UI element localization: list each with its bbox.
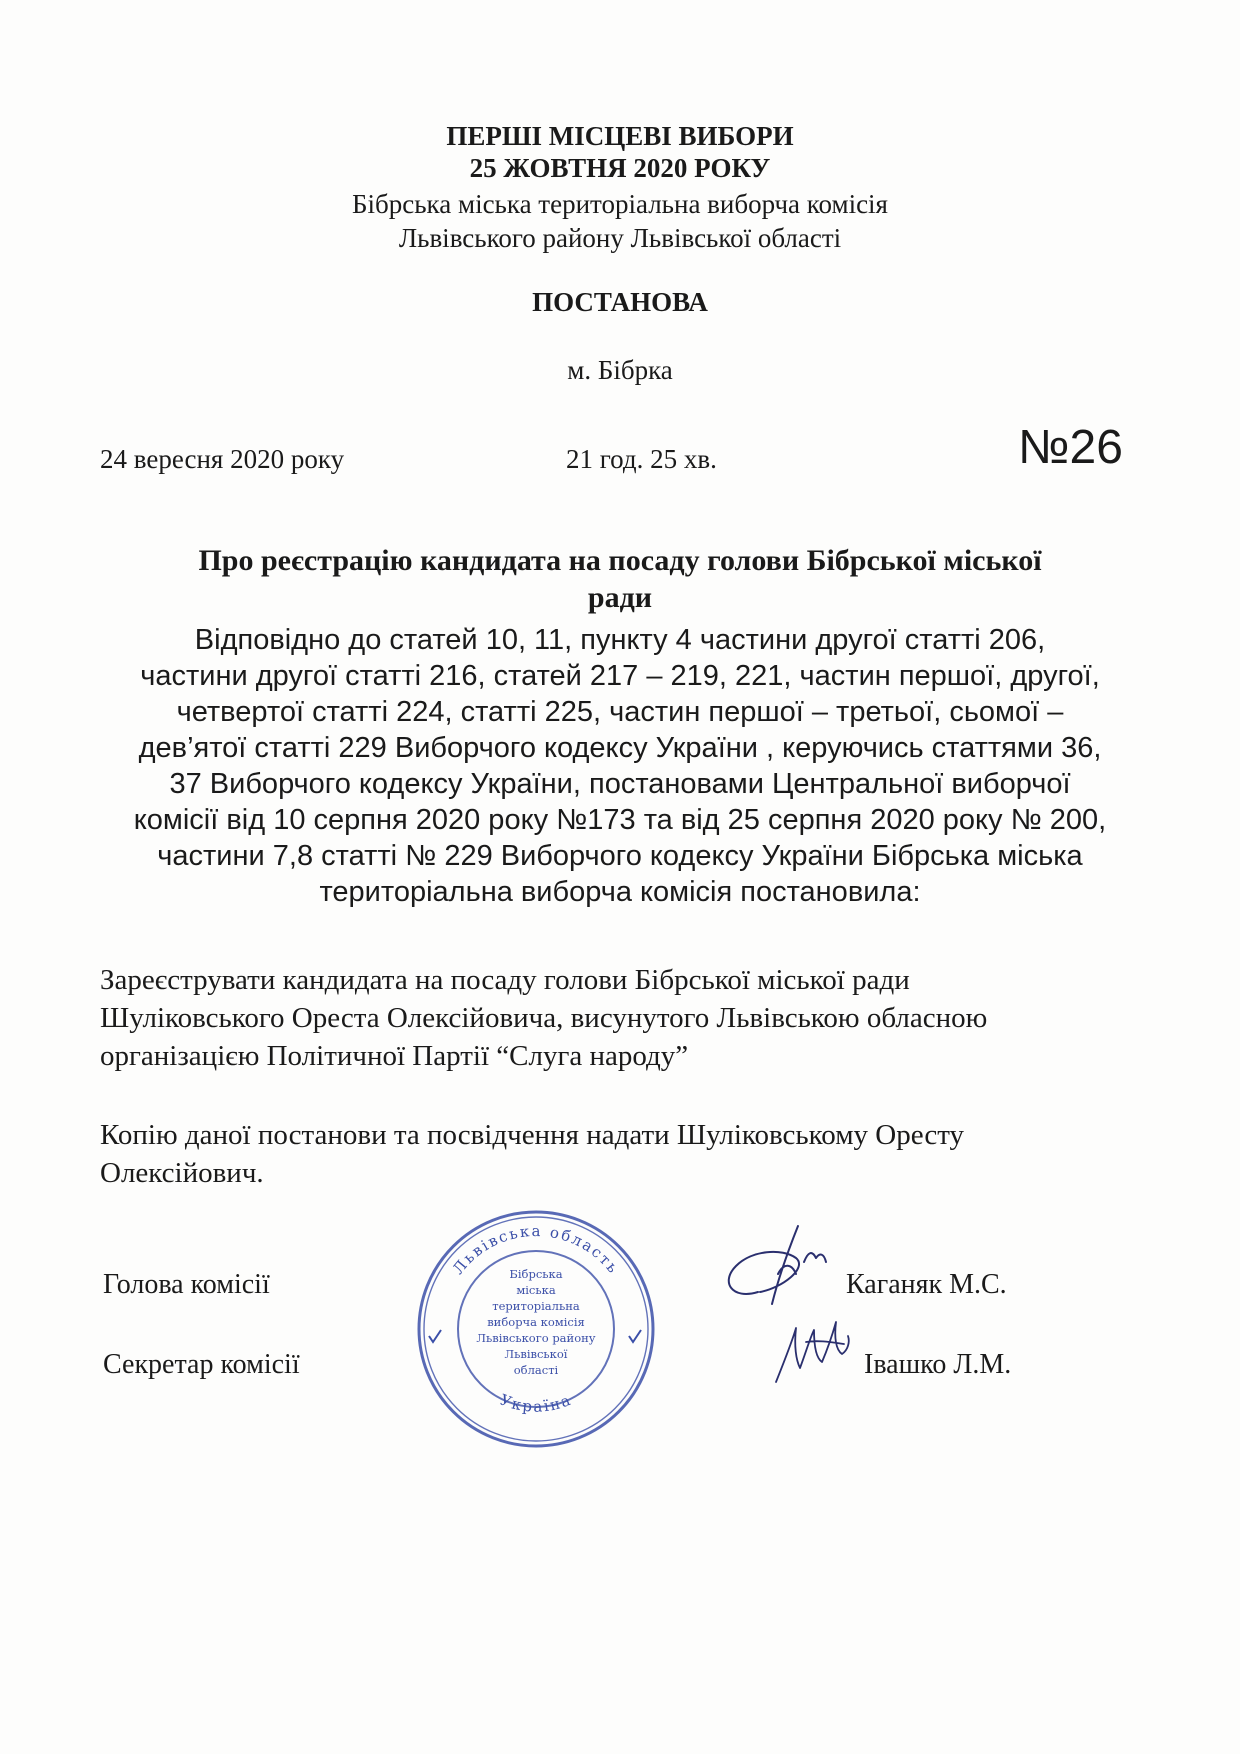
- head-name: Каганяк М.С.: [846, 1269, 1007, 1300]
- document-city: м. Бібрка: [567, 355, 673, 385]
- stamp-center-line: Львівської: [504, 1347, 568, 1361]
- stamp-ring-top-text: Львівська область: [449, 1221, 624, 1278]
- stamp-center-line: виборча комісія: [487, 1315, 585, 1329]
- secretary-signature-icon: [770, 1302, 860, 1392]
- preamble-line: дев’ятої статті 229 Виборчого кодексу України , керуючись статтями 36,: [138, 732, 1102, 764]
- decision-line: Шуліковського Ореста Олексійовича, висунутого Львівською обласною: [100, 1002, 988, 1034]
- stamp-center-line: територіальна: [492, 1299, 580, 1313]
- head-title: Голова комісії: [103, 1269, 270, 1300]
- stamp-ring-bottom-text: Україна: [497, 1390, 575, 1416]
- preamble-line: територіальна виборча комісія постановила:: [319, 876, 921, 908]
- stamp-check-left-icon: [429, 1330, 441, 1342]
- document-number: №26: [1018, 421, 1123, 474]
- document-subject-line2: ради: [587, 581, 653, 614]
- preamble-line: комісії від 10 серпня 2020 року №173 та від 25 серпня 2020 року № 200,: [133, 804, 1107, 836]
- preamble-line: частини 7,8 статті № 229 Виборчого кодексу України Бібрська міська: [157, 840, 1083, 872]
- secretary-title: Секретар комісії: [103, 1349, 300, 1380]
- document-date: 24 вересня 2020 року: [100, 444, 345, 474]
- preamble-line: Відповідно до статей 10, 11, пункту 4 частини другої статті 206,: [194, 624, 1046, 656]
- commission-stamp: [415, 1208, 657, 1450]
- document-subject-line1: Про реєстрацію кандидата на посаду голови Бібрської міської: [198, 544, 1042, 577]
- preamble-line: четвертої статті 224, статті 225, частин першої – третьої, сьомої –: [176, 696, 1064, 728]
- preamble-line: частини другої статті 216, статей 217 – 219, 221, частин першої, другої,: [140, 660, 1100, 692]
- decision-line: організацією Політичної Партії “Слуга народу”: [100, 1040, 689, 1072]
- commission-name-line1: Бібрська міська територіальна виборча комісія: [352, 189, 888, 219]
- stamp-center-line: міська: [516, 1283, 556, 1297]
- stamp-center-line: області: [513, 1363, 559, 1377]
- decision-line: Зареєструвати кандидата на посаду голови Бібрської міської ради: [100, 964, 910, 996]
- commission-name-line2: Львівського району Львівської області: [398, 223, 842, 253]
- election-title: ПЕРШІ МІСЦЕВІ ВИБОРИ: [446, 121, 794, 151]
- stamp-center-line: Бібрська: [509, 1267, 563, 1281]
- stamp-check-right-icon: [629, 1330, 641, 1342]
- secretary-name: Івашко Л.М.: [864, 1349, 1012, 1380]
- decision-line: Копію даної постанови та посвідчення надати Шуліковському Оресту: [100, 1119, 965, 1151]
- stamp-center-line: Львівського району: [476, 1331, 596, 1345]
- decision-line: Олексійович.: [100, 1157, 264, 1189]
- document-time: 21 год. 25 хв.: [566, 444, 717, 474]
- preamble-line: 37 Виборчого кодексу України, постановами Центральної виборчої: [169, 768, 1071, 800]
- document-type: ПОСТАНОВА: [532, 287, 708, 317]
- election-date: 25 ЖОВТНЯ 2020 РОКУ: [469, 153, 771, 183]
